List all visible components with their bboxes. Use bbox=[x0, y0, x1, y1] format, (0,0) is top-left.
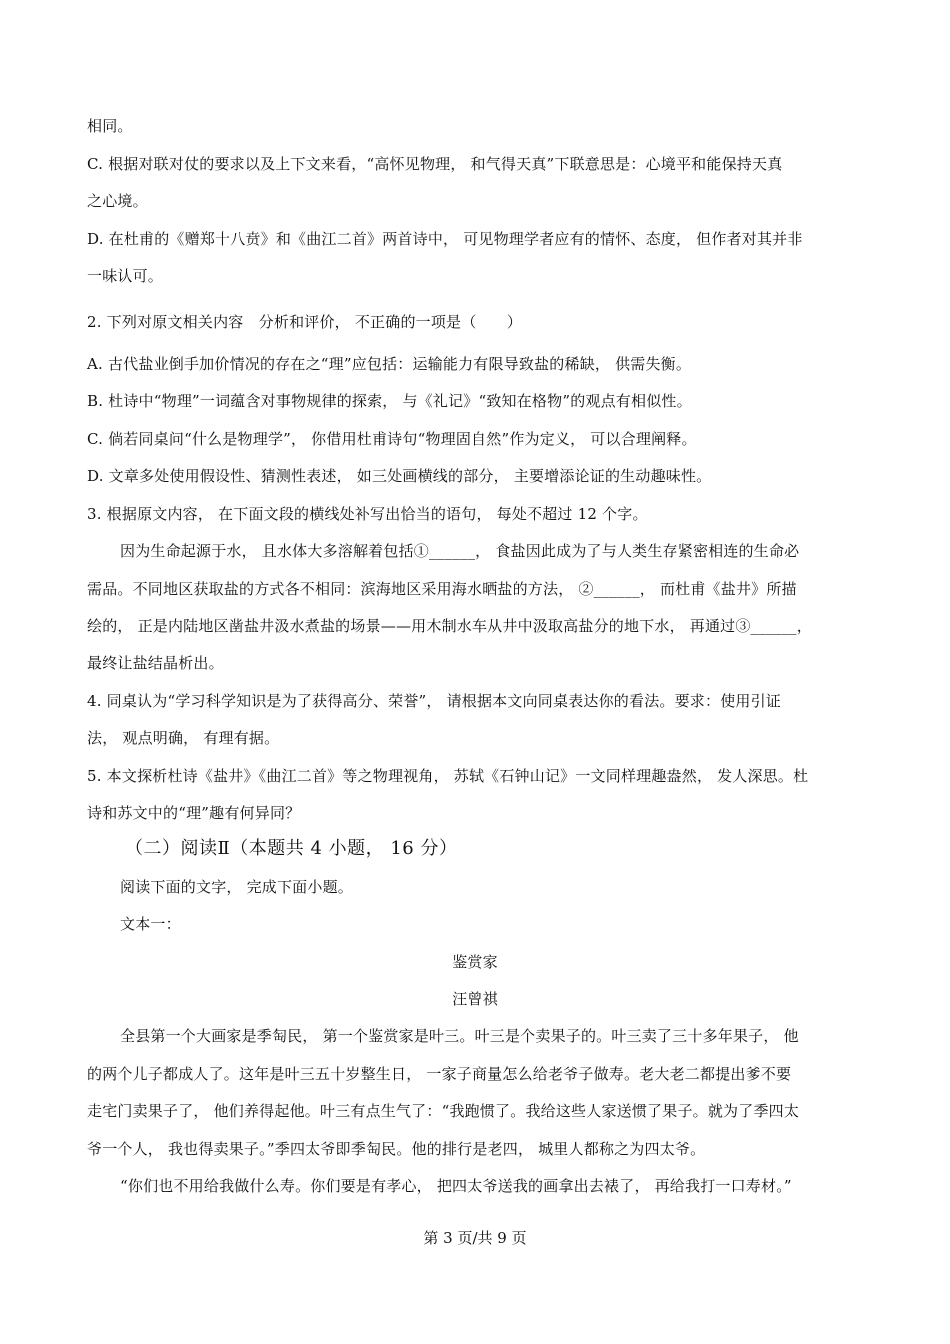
text-line: 之心境。 bbox=[87, 192, 148, 210]
option-a: A. 古代盐业倒手加价情况的存在之“理”应包括：运输能力有限导致盐的稀缺， 供需失衡。 bbox=[87, 355, 692, 373]
text-line: 一味认可。 bbox=[87, 267, 164, 285]
page-footer: 第 3 页/共 9 页 bbox=[423, 1229, 527, 1247]
text-line: 因为生命起源于水， 且水体大多溶解着包括①______， 食盐因此成为了与人类生存紧密相连的生命必 bbox=[120, 542, 800, 560]
text-line: 需品。不同地区获取盐的方式各不相同：滨海地区采用海水晒盐的方法， ②______， 而杜甫《盐井》所描 bbox=[87, 580, 797, 598]
text-line: 最终让盐结晶析出。 bbox=[87, 654, 224, 672]
text-line: 法， 观点明确， 有理有据。 bbox=[87, 729, 280, 747]
text-line: 的两个儿子都成人了。这年是叶三五十岁整生日， 一家子商量怎么给老爷子做寿。老大老二都提出爹不要 bbox=[87, 1065, 792, 1083]
text-line: D. 在杜甫的《赠郑十八贲》和《曲江二首》两首诗中， 可见物理学者应有的情怀、态度， 但作者对其并非 bbox=[87, 230, 803, 248]
text-line: 爷一个人， 我也得卖果子。”季四太爷即季匋民。他的排行是老四， 城里人都称之为四太爷。 bbox=[87, 1140, 706, 1158]
question-4: 4. 同桌认为“学习科学知识是为了获得高分、荣誉”， 请根据本文向同桌表达你的看法。要求：使用引证 bbox=[87, 692, 781, 710]
question-5: 5. 本文探析杜诗《盐井》《曲江二首》等之物理视角， 苏轼《石钟山记》一文同样理趣盎然， 发人深思。杜 bbox=[87, 767, 809, 785]
text-line: 走宅门卖果子了， 他们养得起他。叶三有点生气了：“我跑惯了。我给这些人家送惯了果子。就为了季四太 bbox=[87, 1102, 800, 1120]
text-line: 诗和苏文中的“理”趣有何异同？ bbox=[87, 804, 301, 822]
option-d: D. 文章多处使用假设性、猜测性表述， 如三处画横线的部分， 主要增添论证的生动趣味性。 bbox=[87, 467, 712, 485]
passage-author: 汪曾祺 bbox=[452, 990, 498, 1008]
text-label: 文本一： bbox=[120, 915, 181, 933]
option-c: C. 倘若同桌问“什么是物理学”， 你借用杜甫诗句“物理固自然”作为定义， 可以合理阐释。 bbox=[87, 430, 697, 448]
text-line: 全县第一个大画家是季匋民， 第一个鉴赏家是叶三。叶三是个卖果子的。叶三卖了三十多年果子， 他 bbox=[120, 1027, 799, 1045]
passage-title: 鉴赏家 bbox=[452, 953, 498, 971]
text-line: “你们也不用给我做什么寿。你们要是有孝心， 把四太爷送我的画拿出去裱了， 再给我打一口寿材。” bbox=[120, 1177, 792, 1195]
text-line: 绘的， 正是内陆地区凿盐井汲水煮盐的场景——用木制水车从井中汲取高盐分的地下水， 再通过③______， bbox=[87, 617, 812, 635]
text-line: C. 根据对联对仗的要求以及上下文来看，“高怀见物理， 和气得天真”下联意思是：心境平和能保持天真 bbox=[87, 155, 783, 173]
option-b: B. 杜诗中“物理”一词蕴含对事物规律的探索， 与《礼记》“致知在格物”的观点有相似性。 bbox=[87, 392, 692, 410]
instruction: 阅读下面的文字， 完成下面小题。 bbox=[120, 878, 353, 896]
section-heading: （二）阅读Ⅱ（本题共 4 小题， 16 分） bbox=[125, 838, 458, 859]
question-2: 2. 下列对原文相关内容 分析和评价， 不正确的一项是（ ） bbox=[87, 313, 523, 331]
question-3: 3. 根据原文内容， 在下面文段的横线处补写出恰当的语句， 每处不超过 12 个字。 bbox=[87, 505, 648, 523]
text-line: 相同。 bbox=[87, 117, 133, 135]
